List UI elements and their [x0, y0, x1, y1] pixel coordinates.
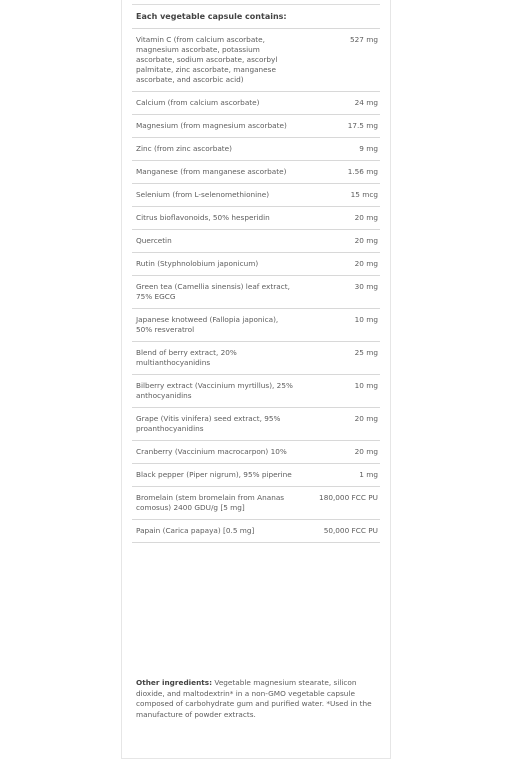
ingredient-name: Bromelain (stem bromelain from Ananas comosus) 2400 GDU/g [5 mg] — [132, 487, 297, 520]
ingredient-amount: 25 mg — [297, 342, 380, 375]
ingredient-amount: 9 mg — [297, 138, 380, 161]
ingredient-amount: 30 mg — [297, 276, 380, 309]
other-ingredients-label: Other ingredients: — [136, 678, 213, 687]
ingredient-amount: 180,000 FCC PU — [297, 487, 380, 520]
panel-heading: Each vegetable capsule contains: — [136, 12, 287, 21]
table-row — [132, 309, 380, 342]
table-row — [132, 464, 380, 487]
ingredient-name: Citrus bioflavonoids, 50% hesperidin — [132, 207, 297, 230]
ingredient-name: Manganese (from manganese ascorbate) — [132, 161, 297, 184]
ingredient-amount: 24 mg — [297, 92, 380, 115]
ingredient-amount: 17.5 mg — [297, 115, 380, 138]
ingredient-name: Black pepper (Piper nigrum), 95% piperine — [132, 464, 297, 487]
table-row — [132, 487, 380, 520]
other-ingredients — [136, 678, 376, 720]
table-row — [132, 276, 380, 309]
ingredient-amount: 1 mg — [297, 464, 380, 487]
ingredient-name: Calcium (from calcium ascorbate) — [132, 92, 297, 115]
ingredient-name: Vitamin C (from calcium ascorbate, magnesium ascorbate, potassium ascorbate, sodium ascorbate, ascorbyl palmitate, zinc ascorbate, manganese ascorbate, and ascorbic acid) — [132, 29, 297, 92]
ingredient-name: Papain (Carica papaya) [0.5 mg] — [132, 520, 297, 543]
ingredient-amount: 527 mg — [297, 29, 380, 92]
ingredient-amount: 50,000 FCC PU — [297, 520, 380, 543]
ingredient-amount: 20 mg — [297, 230, 380, 253]
ingredient-amount: 20 mg — [297, 253, 380, 276]
ingredient-name: Green tea (Camellia sinensis) leaf extract, 75% EGCG — [132, 276, 297, 309]
ingredient-amount: 20 mg — [297, 441, 380, 464]
ingredient-name: Quercetin — [132, 230, 297, 253]
table-row — [132, 230, 380, 253]
other-ingredients-text: Vegetable magnesium stearate, silicon dioxide, and maltodextrin* in a non-GMO vegetable capsule composed of carbohydrate gum and purified water. *Used in the manufacture of powder extracts. — [136, 678, 372, 719]
ingredient-name: Blend of berry extract, 20% multianthocyanidins — [132, 342, 297, 375]
table-row — [132, 115, 380, 138]
table-row — [132, 520, 380, 543]
table-row — [132, 29, 380, 92]
ingredient-amount: 10 mg — [297, 375, 380, 408]
ingredient-name: Grape (Vitis vinifera) seed extract, 95% proanthocyanidins — [132, 408, 297, 441]
ingredient-amount: 20 mg — [297, 408, 380, 441]
table-row — [132, 441, 380, 464]
table-row — [132, 408, 380, 441]
table-row — [132, 375, 380, 408]
ingredient-name: Rutin (Styphnolobium japonicum) — [132, 253, 297, 276]
ingredient-name: Magnesium (from magnesium ascorbate) — [132, 115, 297, 138]
table-row — [132, 184, 380, 207]
ingredient-amount: 15 mcg — [297, 184, 380, 207]
ingredient-amount: 20 mg — [297, 207, 380, 230]
ingredients-table — [132, 28, 380, 543]
ingredient-name: Cranberry (Vaccinium macrocarpon) 10% — [132, 441, 297, 464]
table-row — [132, 161, 380, 184]
ingredient-amount: 10 mg — [297, 309, 380, 342]
table-row — [132, 342, 380, 375]
table-row — [132, 138, 380, 161]
ingredient-name: Japanese knotweed (Fallopia japonica), 50% resveratrol — [132, 309, 297, 342]
table-row — [132, 207, 380, 230]
ingredient-name: Bilberry extract (Vaccinium myrtillus), 25% anthocyanidins — [132, 375, 297, 408]
table-row — [132, 253, 380, 276]
table-row — [132, 92, 380, 115]
ingredient-name: Zinc (from zinc ascorbate) — [132, 138, 297, 161]
top-divider — [132, 4, 380, 5]
supplement-facts-panel — [121, 0, 391, 759]
ingredient-amount: 1.56 mg — [297, 161, 380, 184]
ingredient-name: Selenium (from L-selenomethionine) — [132, 184, 297, 207]
